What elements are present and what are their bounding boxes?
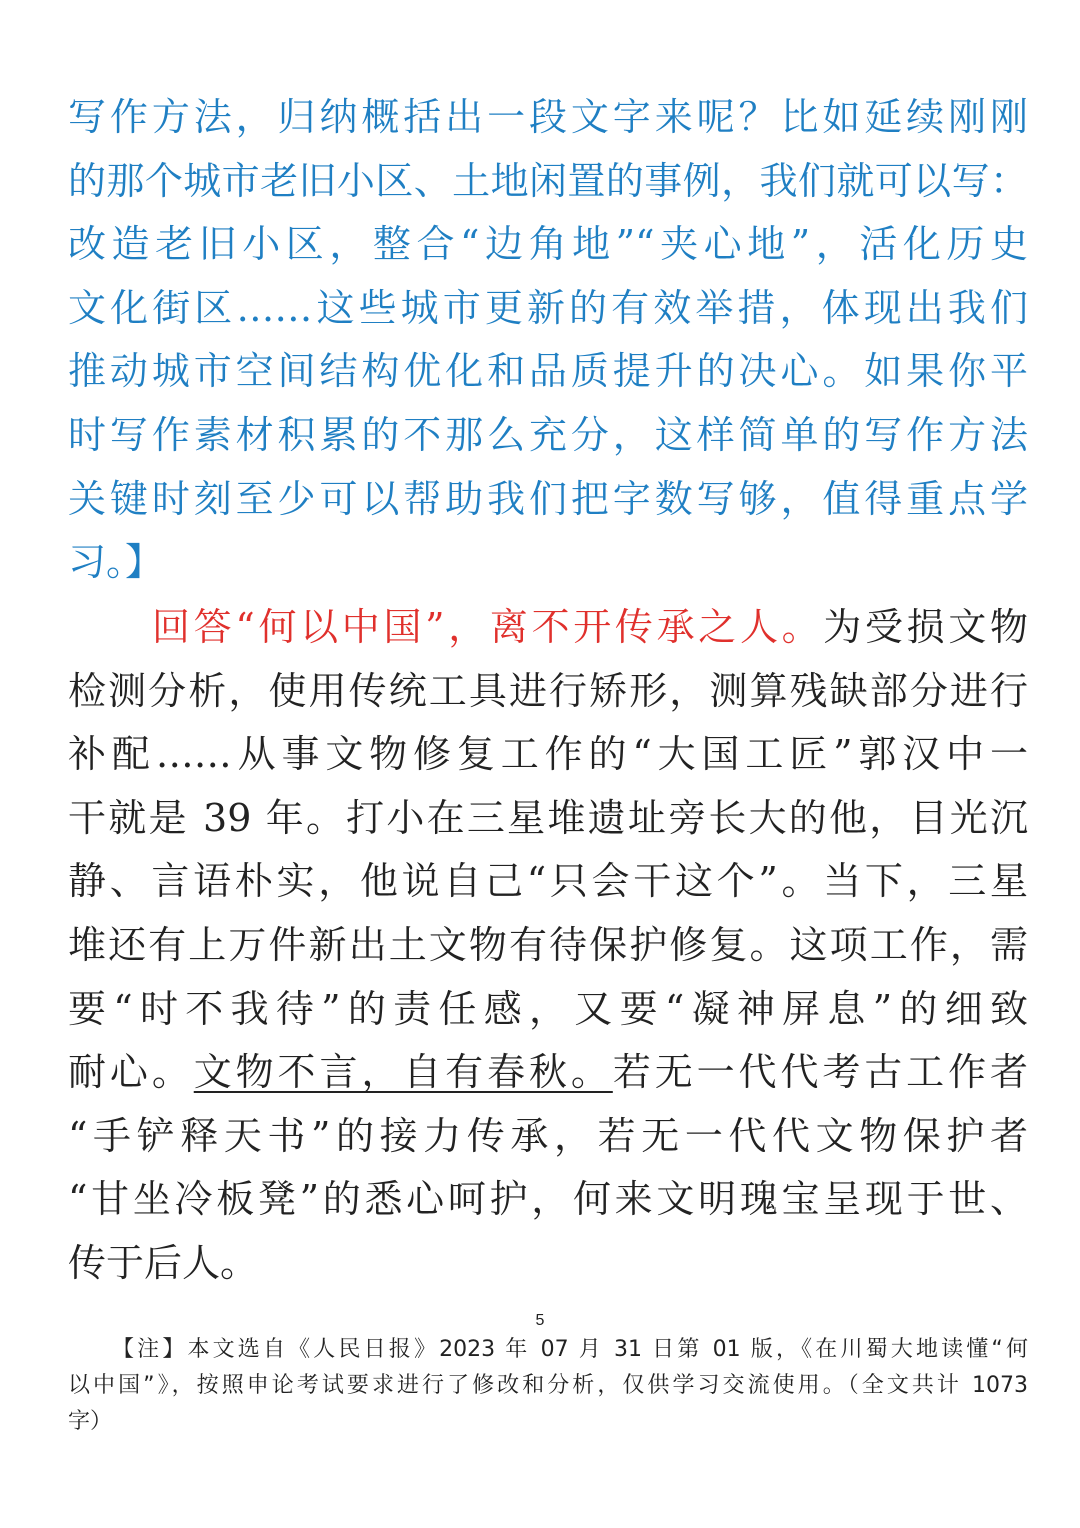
analysis-line: 改造老旧小区，整合“边角地”“夹心地”，活化历史 <box>68 222 1028 267</box>
body-line: “手铲释天书”的接力传承，若无一代代文物保护者 <box>68 1113 1028 1158</box>
body-line-text: 若无一代代考古工作者 <box>612 1050 1028 1095</box>
body-line: 传于后人。 <box>68 1240 259 1285</box>
analysis-paragraph <box>68 86 1028 595</box>
source-note <box>68 1332 1028 1440</box>
body-line: 补配……从事文物修复工作的“大国工匠”郭汉中一 <box>68 732 1028 777</box>
analysis-line: 文化街区……这些城市更新的有效举措，体现出我们 <box>68 285 1028 330</box>
body-line-text: 为受损文物 <box>823 605 1028 649</box>
analysis-line: 时写作素材积累的不那么充分，这样简单的写作方法 <box>68 412 1028 457</box>
analysis-line: 的那个城市老旧小区、土地闲置的事例，我们就可以写： <box>68 158 1028 203</box>
body-line: 堆还有上万件新出土文物有待保护修复。这项工作，需 <box>68 922 1028 967</box>
note-line: 【注】本文选自《人民日报》2023 年 07 月 31 日第 01 版，《在川蜀大地读懂“何 <box>112 1337 1028 1362</box>
body-line-text: 耐心。 <box>68 1050 194 1095</box>
body-line <box>68 596 1028 660</box>
note-line: 字） <box>68 1409 113 1434</box>
body-line: 检测分析，使用传统工具进行矫形，测算残缺部分进行 <box>68 668 1028 713</box>
page-number: 5 <box>535 1312 545 1329</box>
analysis-line: 习。】 <box>68 540 164 585</box>
body-line: “甘坐冷板凳”的悉心呵护，何来文明瑰宝呈现于世、 <box>68 1177 1028 1222</box>
analysis-line: 关键时刻至少可以帮助我们把字数写够，值得重点学 <box>68 476 1028 521</box>
paragraph-topic-sentence: 回答“何以中国”，离不开传承之人。 <box>152 605 824 649</box>
body-paragraph <box>68 596 1028 1296</box>
analysis-line: 推动城市空间结构优化和品质提升的决心。如果你平 <box>68 349 1028 394</box>
body-line: 静、言语朴实，他说自己“只会干这个”。当下，三星 <box>68 859 1028 904</box>
underlined-key-sentence: 文物不言，自有春秋。 <box>193 1050 613 1095</box>
note-line: 以中国”》，按照申论考试要求进行了修改和分析，仅供学习交流使用。（全文共计 1073 <box>68 1373 1028 1398</box>
body-line: 要“时不我待”的责任感，又要“凝神屏息”的细致 <box>68 986 1028 1031</box>
body-line <box>68 1041 1028 1105</box>
analysis-line: 写作方法，归纳概括出一段文字来呢？比如延续刚刚 <box>68 95 1028 139</box>
body-line: 干就是 39 年。打小在三星堆遗址旁长大的他，目光沉 <box>68 795 1028 840</box>
